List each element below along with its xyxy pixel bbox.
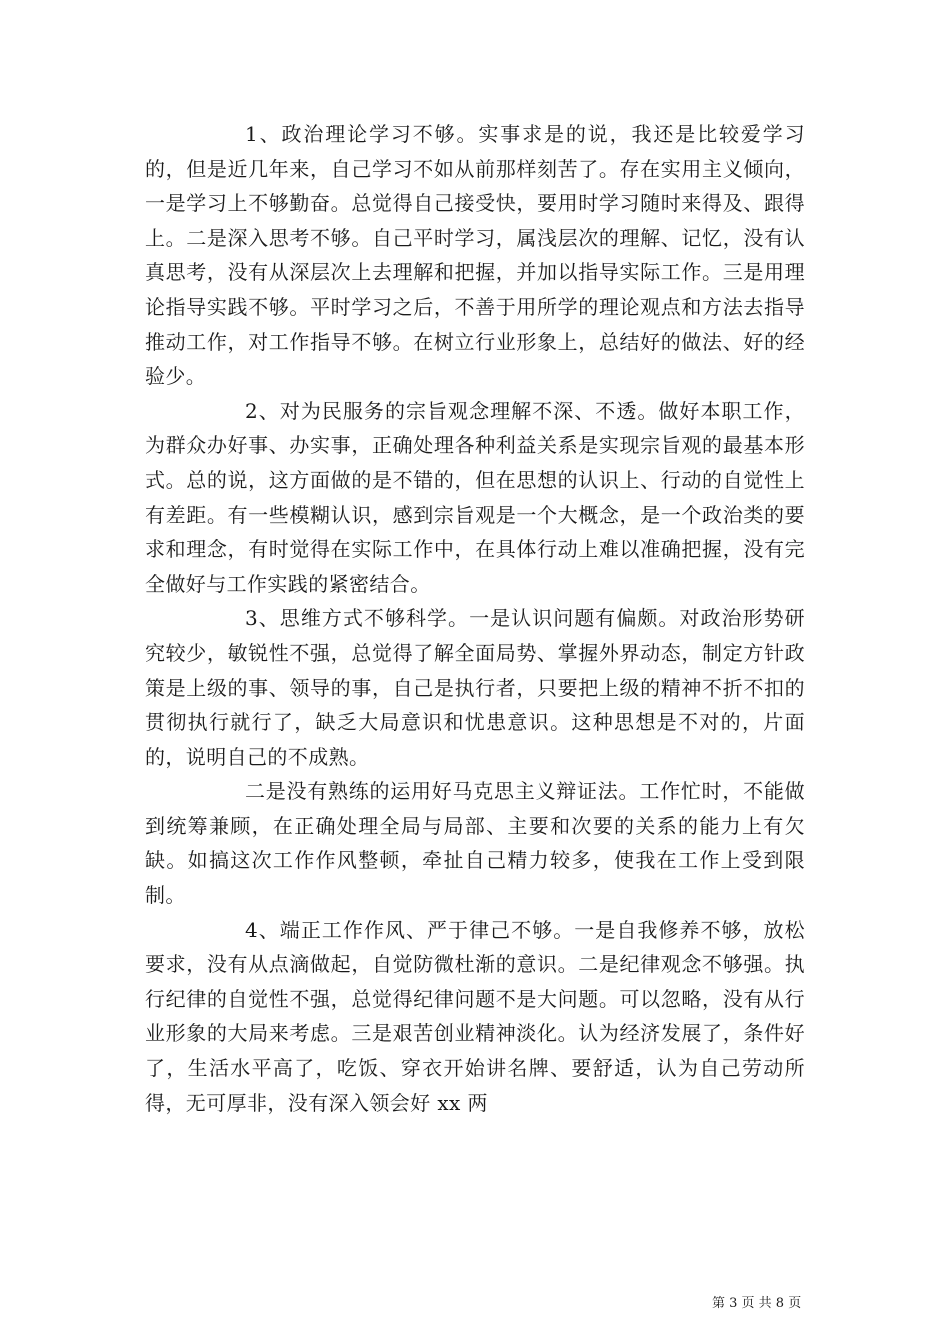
paragraph-4: 二是没有熟练的运用好马克思主义辩证法。工作忙时，不能做到统筹兼顾，在正确处理全局与局部、主要和次要的关系的能力上有欠缺。如搞这次工作作风整顿，牵扯自己精力较多，使我在工作上受到限制。 xyxy=(145,779,805,908)
paragraph-1: 1、政治理论学习不够。实事求是的说，我还是比较爱学习的，但是近几年来，自己学习不如从前那样刻苦了。存在实用主义倾向，一是学习上不够勤奋。总觉得自己接受快，要用时学习随时来得及、跟得上。二是深入思考不够。自己平时学习，属浅层次的理解、记忆，没有认真思考，没有从深层次上去理解和把握，并加以指导实际工作。三是用理论指导实践不够。平时学习之后，不善于用所学的理论观点和方法去指导推动工作，对工作指导不够。在树立行业形象上，总结好的做法、好的经验少。 xyxy=(145,122,805,389)
paragraph-2: 2、对为民服务的宗旨观念理解不深、不透。做好本职工作，为群众办好事、办实事，正确处理各种利益关系是实现宗旨观的最基本形式。总的说，这方面做的是不错的，但在思想的认识上、行动的自觉性上有差距。有一些模糊认识，感到宗旨观是一个大概念，是一个政治类的要求和理念，有时觉得在实际工作中，在具体行动上难以准确把握，没有完全做好与工作实践的紧密结合。 xyxy=(145,398,805,596)
paragraph-5: 4、端正工作作风、严于律己不够。一是自我修养不够，放松要求，没有从点滴做起，自觉防微杜渐的意识。二是纪律观念不够强。执行纪律的自觉性不强，总觉得纪律问题不是大问题。可以忽略，没有从行业形象的大局来考虑。三是艰苦创业精神淡化。认为经济发展了，条件好了，生活水平高了，吃饭、穿衣开始讲名牌、要舒适，认为自己劳动所得，无可厚非，没有深入领会好 xx 两 xyxy=(145,917,805,1115)
document-body xyxy=(145,117,805,1120)
page-number: 第 3 页 共 8 页 xyxy=(712,1296,802,1311)
paragraph-3: 3、思维方式不够科学。一是认识问题有偏颇。对政治形势研究较少，敏锐性不强，总觉得了解全面局势、掌握外界动态，制定方针政策是上级的事、领导的事，自己是执行者，只要把上级的精神不折不扣的贯彻执行就行了，缺乏大局意识和忧患意识。这种思想是不对的，片面的，说明自己的不成熟。 xyxy=(145,606,805,769)
